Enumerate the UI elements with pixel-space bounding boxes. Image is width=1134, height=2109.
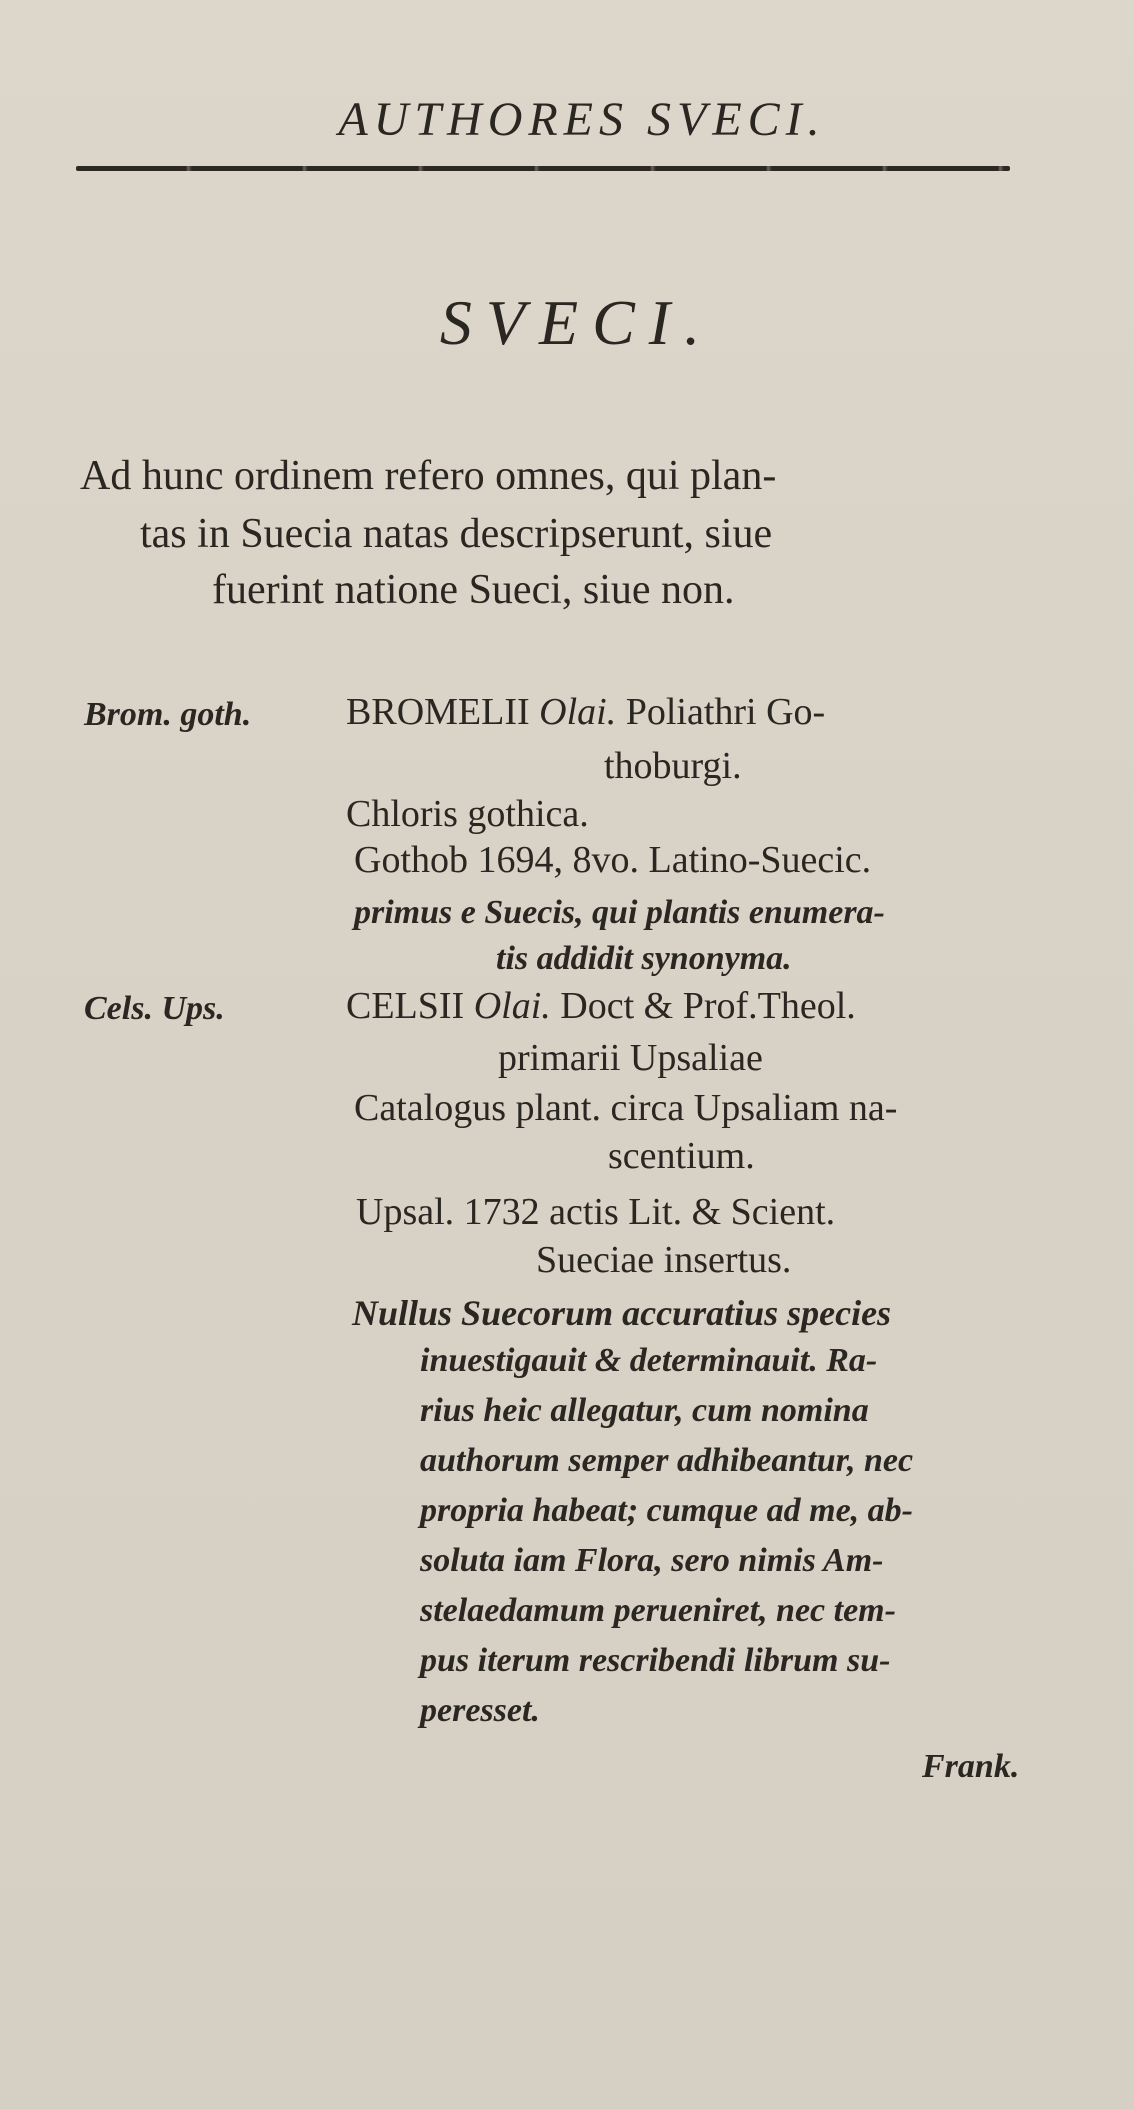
entry-note-line: peresset. (420, 1692, 540, 1729)
entry-note-line: tis addidit synonyma. (496, 940, 792, 977)
entry-note-line: soluta iam Flora, sero nimis Am- (420, 1542, 884, 1579)
author-name: BROMELII (346, 691, 530, 733)
entry-note-line: propria habeat; cumque ad me, ab- (420, 1492, 913, 1529)
entry-note-line: Nullus Suecorum accuratius species (352, 1293, 892, 1333)
author-title: Poliathri Go- (616, 691, 826, 733)
publication-info: Upsal. 1732 actis Lit. & Scient. (356, 1191, 836, 1233)
entry-note-line: stelaedamum perueniret, nec tem- (420, 1592, 896, 1629)
entry-abbreviation: Brom. goth. (84, 696, 252, 733)
intro-line-1: Ad hunc ordinem refero omnes, qui plan- (80, 453, 777, 499)
entry-author-line (346, 690, 825, 734)
entry-author-line (346, 984, 856, 1028)
author-title-cont: primarii Upsaliae (498, 1037, 763, 1079)
running-head: AUTHORES SVECI. (338, 93, 826, 146)
author-title-cont: thoburgi. (604, 745, 742, 787)
author-title: Doct & Prof.Theol. (550, 985, 856, 1027)
author-name: CELSII (346, 985, 465, 1027)
entry-abbreviation: Cels. Ups. (84, 990, 225, 1027)
entry-note-line: authorum semper adhibeantur, nec (420, 1442, 914, 1479)
work-title-cont: scentium. (608, 1135, 755, 1177)
work-title: Chloris gothica. (346, 793, 589, 835)
entry-note-line: primus e Suecis, qui plantis enumera- (354, 894, 885, 931)
intro-line-2: tas in Suecia natas descripserunt, siue (140, 511, 773, 557)
entry-note-line: inuestigauit & determinauit. Ra- (420, 1342, 878, 1379)
intro-line-3: fuerint natione Sueci, siue non. (212, 567, 735, 613)
publication-info: Gothob 1694, 8vo. Latino-Suecic. (354, 839, 872, 881)
entry-note-line: pus iterum rescribendi librum su- (420, 1642, 891, 1679)
header-rule (76, 166, 1010, 171)
work-title: Catalogus plant. circa Upsaliam na- (354, 1087, 898, 1129)
entry-note-line: rius heic allegatur, cum nomina (420, 1392, 869, 1429)
section-title: SVECI. (439, 287, 715, 358)
author-given-name: Olai. (473, 985, 551, 1027)
catchword: Frank. (922, 1748, 1020, 1785)
author-given-name: Olai. (539, 691, 617, 733)
publication-info-cont: Sueciae insertus. (536, 1239, 792, 1281)
